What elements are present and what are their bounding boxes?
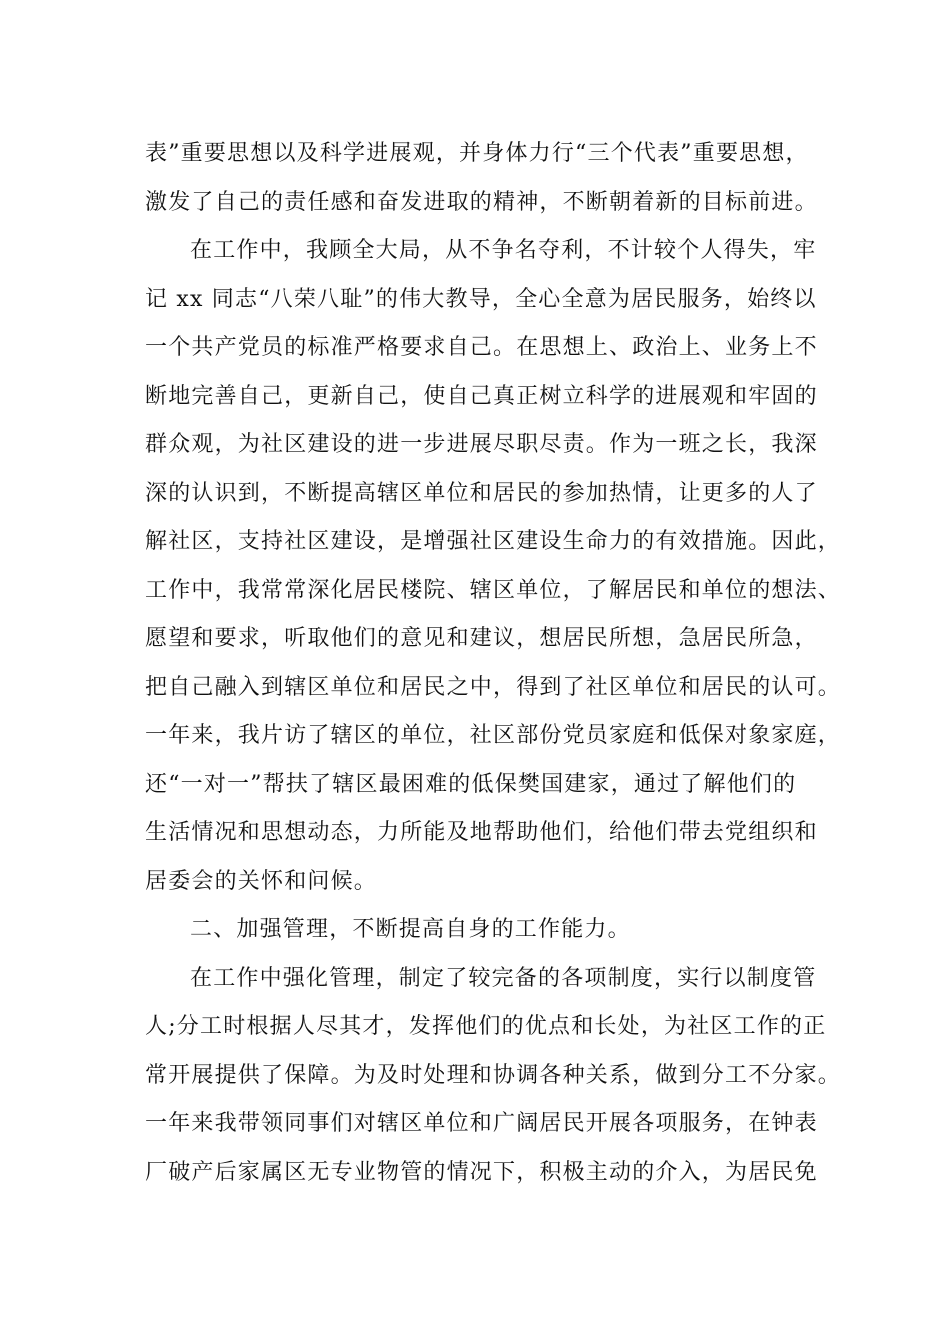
text-line: 人;分工时根据人尽其才，发挥他们的优点和长处，为社区工作的正 (145, 1014, 827, 1039)
text-line: 激发了自己的责任感和奋发进取的精神，不断朝着新的目标前进。 (145, 189, 818, 215)
text-line: 还“一对一”帮扶了辖区最困难的低保樊国建家，通过了解他们的 (145, 771, 797, 797)
text-line: 解社区，支持社区建设，是增强社区建设生命力的有效措施。因此， (145, 529, 842, 554)
text-line: 断地完善自己，更新自己，使自己真正树立科学的进展观和牢固的 (145, 383, 818, 409)
text-line: 一年来我带领同事们对辖区单位和广阔居民开展各项服务，在钟表 (145, 1111, 818, 1136)
text-line: 常开展提供了保障。为及时处理和协调各种关系，做到分工不分家。 (145, 1062, 842, 1088)
text-line: 把自己融入到辖区单位和居民之中，得到了社区单位和居民的认可。 (145, 674, 842, 700)
text-line: 生活情况和思想动态，力所能及地帮助他们，给他们带去党组织和 (145, 820, 818, 845)
text-line: 二、加强管理，不断提高自身的工作能力。 (190, 917, 631, 942)
text-line: 一年来，我片访了辖区的单位，社区部份党员家庭和低保对象家庭， (145, 723, 842, 748)
text-line: 一个共产党员的标准严格要求自己。在思想上、政治上、业务上不 (145, 335, 818, 360)
document-body (145, 130, 842, 1197)
text-line: 在工作中强化管理，制定了较完备的各项制度，实行以制度管 (190, 965, 817, 991)
text-line: 在工作中，我顾全大局，从不争名夺利，不计较个人得失，牢 (190, 238, 817, 263)
text-line: 工作中，我常常深化居民楼院、辖区单位，了解居民和单位的想法、 (145, 577, 842, 603)
text-line: 群众观，为社区建设的进一步进展尽职尽责。作为一班之长，我深 (145, 432, 818, 457)
text-line: 表”重要思想以及科学进展观，并身体力行“三个代表”重要思想， (145, 141, 809, 166)
text-line: 居委会的关怀和问候。 (145, 868, 378, 894)
text-line: 厂破产后家属区无专业物管的情况下，积极主动的介入，为居民免 (145, 1159, 818, 1185)
text-line: 深的认识到，不断提高辖区单位和居民的参加热情，让更多的人了 (145, 480, 818, 506)
text-line: 记 xx 同志“八荣八耻”的伟大教导，全心全意为居民服务，始终以 (145, 286, 817, 312)
text-line: 愿望和要求，听取他们的意见和建议，想居民所想，急居民所急， (145, 626, 818, 651)
